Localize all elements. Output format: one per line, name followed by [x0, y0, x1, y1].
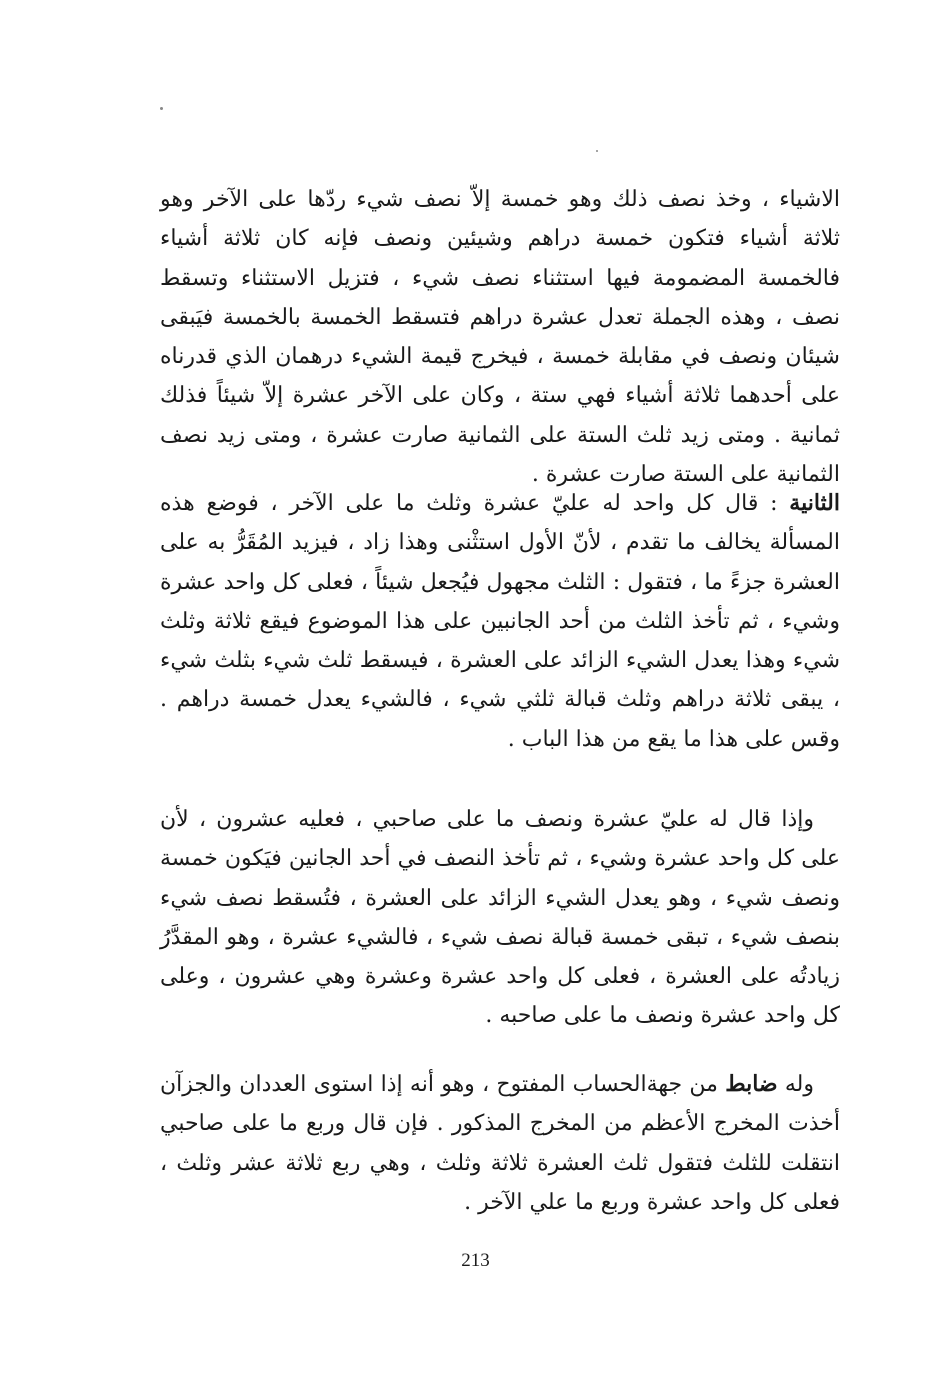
paragraph-3-text: وإذا قال له عليّ عشرة ونصف ما على صاحبي ، فعليه عشرون ، لأن على كل واحد عشرة وشيء ، ثم تأخذ النصف في أحد الجانين فيَكون خمسة ونصف شيء ، وهو يعدل الشيء الزائد على العشرة ، فتُسقط نصف شيء بنصف شيء ، تبقى خمسة قبالة نصف شيء ، فالشيء عشرة ، وهو المقدَّرُ زيادتُه على العشرة ، فعلى كل واحد عشرة وعشرة وهي عشرون ، وعلى كل واحد عشرة ونصف ما على صاحبه . [160, 807, 840, 1029]
page-number: 213 [461, 1250, 490, 1271]
scan-speck [160, 107, 163, 110]
paragraph-4 [160, 1065, 840, 1222]
scan-speck [596, 150, 598, 152]
paragraph-3 [160, 800, 840, 1036]
paragraph-1-text: الاشياء ، وخذ نصف ذلك وهو خمسة إلاّ نصف شيء ردّها على الآخر وهو ثلاثة أشياء فتكون خمسة دراهم وشيئين ونصف فإنه كان ثلاثة أشياء فالخمسة المضمومة فيها استثناء نصف شيء ، فتزيل الاستثناء وتسقط نصف ، وهذه الجملة تعدل عشرة دراهم فتسقط الخمسة بالخمسة فيَبقى شيئان ونصف في مقابلة خمسة ، فيخرج قيمة الشيء درهمان الذي قدرناه على أحدهما ثلاثة أشياء فهي ستة ، وكان على الآخر عشرة إلاّ شيئاً فذلك ثمانية . ومتى زيد ثلث الستة على الثمانية صارت عشرة ، ومتى زيد نصف الثمانية على الستة صارت عشرة . [160, 187, 840, 488]
paragraph-4-intro: وله [777, 1072, 814, 1097]
paragraph-4-keyword: ضابط [725, 1071, 778, 1097]
paragraph-2-text: : قال كل واحد له عليّ عشرة وثلث ما على الآخر ، فوضع هذه المسألة يخالف ما تقدم ، لأنّ الأول استثْنى وهذا زاد ، فيزيد المُقَرُّ به على العشرة جزءً ما ، فتقول : الثلث مجهول فيُجعل شيئاً ، فعلى كل واحد عشرة وشيء ، ثم تأخذ الثلث من أحد الجانبين على هذا الموضوع فيقع ثلاثة وثلث شيء وهذا يعدل الشيء الزائد على العشرة ، فيسقط ثلث شيء بثلث شيء ، يبقى ثلاثة دراهم وثلث قبالة ثلثي شيء ، فالشيء يعدل خمسة دراهم . وقس على هذا ما يقع من هذا الباب . [160, 491, 840, 752]
paragraph-2 [160, 484, 840, 759]
paragraph-1 [160, 180, 840, 494]
paragraph-2-heading: الثانية [789, 490, 840, 516]
paragraph-4-text: من جهةالحساب المفتوح ، وهو أنه إذا استوى العددان والجزآن أخذت المخرج الأعظم من المخرج المذكور . فإن قال وربع ما على صاحبي انتقلت للثلث فتقول ثلث العشرة ثلاثة وثلث ، وهي ربع ثلاثة عشر وثلث ، فعلى كل واحد عشرة وربع ما علي الآخر . [160, 1072, 840, 1215]
